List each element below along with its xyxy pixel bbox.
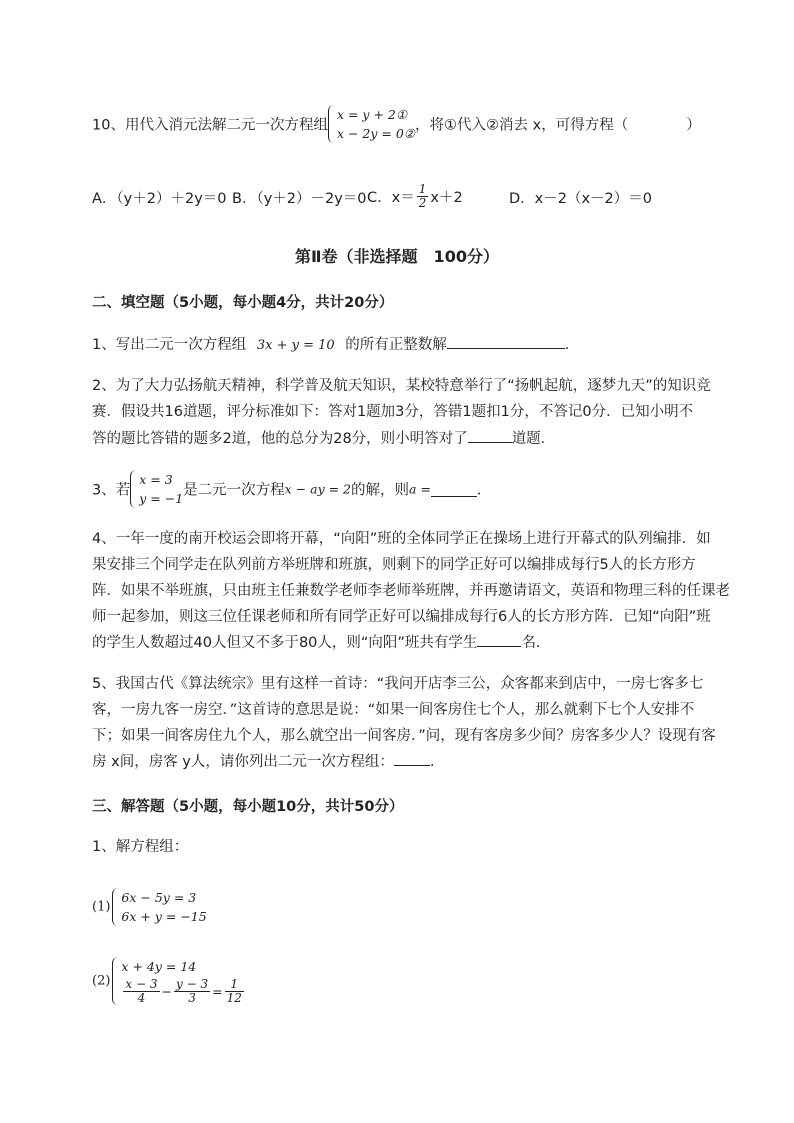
option-c-prefix: C．x＝ [367, 190, 415, 206]
solve-part-2 [92, 957, 246, 1005]
q5-line2: 客，一房九客一房空．”这首诗的意思是说：“如果一间客房住七个人，那么就剩下七个人安排不 [92, 702, 695, 718]
fraction [174, 978, 210, 1005]
part2-title: 第Ⅱ卷（非选择题 100分） [295, 247, 499, 266]
solve-question-1-label: 1、解方程组： [92, 839, 189, 855]
q10-suffix: ，将①代入②消去 x，可得方程（ ） [415, 117, 701, 134]
q1-prefix: 1、写出二元一次方程组 [92, 337, 247, 353]
answer-blank [468, 427, 512, 443]
q4-line1: 4、一年一度的南开校运会即将开幕，“向阳”班的全体同学正在操场上进行开幕式的队列编排．如 [92, 531, 711, 547]
q4-line4: 师一起参加，则这三位任课老师和所有同学正好可以编排成每行6人的长方形方阵．已知“向阳”班 [92, 609, 711, 625]
q10-option-a: A．（y＋2）＋2y＝0 [92, 191, 227, 207]
part-2-label: (2) [92, 973, 111, 989]
fraction-numerator: y − 3 [176, 977, 209, 991]
fill-question-3 [92, 470, 491, 508]
part-1-equation-system [112, 888, 206, 926]
q10-equation-system [328, 105, 415, 143]
q2-line3-prefix: 答的题比答错的题多2道，他的总分为28分，则小明答对了 [92, 431, 468, 447]
answer-blank [431, 481, 477, 497]
equals-sign: = [212, 984, 223, 999]
fraction [123, 978, 159, 1005]
q2-line1: 2、为了大力弘扬航天精神，科学普及航天知识，某校特意举行了“扬帆起航，逐梦九天”的知识竞 [92, 378, 711, 394]
q5-line4-prefix: 房 x间，房客 y人，请你列出二元一次方程组： [92, 754, 394, 770]
q3-prefix: 3、若 [92, 482, 131, 499]
q10-eq2: x − 2y = 0② [336, 126, 416, 141]
section3-title: 三、解答题（5小题，每小题10分，共计50分） [92, 799, 404, 815]
q5-line3: 下；如果一间客房住九个人，那么就空出一间客房．”问，现有客房多少间？房客多少人？设现有客 [92, 728, 716, 744]
q1-end: . [564, 337, 570, 353]
fraction [225, 978, 244, 1005]
fraction-numerator: x − 3 [125, 977, 158, 991]
fill-question-4 [92, 526, 730, 656]
part-1-label: (1) [92, 899, 111, 915]
fill-question-1 [92, 332, 569, 359]
option-c-fraction [417, 183, 429, 210]
fraction-denominator: 4 [137, 991, 146, 1005]
part-1-eq1: 6x − 5y = 3 [121, 890, 197, 905]
fill-question-2 [92, 373, 711, 452]
brace [328, 105, 336, 143]
q3-middle2: 的解，则 [351, 482, 410, 499]
q1-equation: 3x + y = 10 [256, 338, 335, 353]
q10-prefix: 10、用代入消元法解二元一次方程组 [92, 117, 328, 134]
fraction-denominator: 2 [418, 196, 427, 210]
q10-option-d: D．x－2（x－2）＝0 [509, 191, 653, 207]
answer-blank [477, 631, 521, 647]
question-10 [92, 105, 701, 143]
q3-variable: a = [409, 481, 431, 497]
minus-sign: − [161, 984, 172, 999]
brace [130, 470, 138, 508]
answer-blank [447, 333, 565, 349]
part-2-eq2 [121, 978, 245, 1005]
fraction-numerator: 1 [225, 978, 244, 992]
part-1-eq2: 6x + y = −15 [121, 909, 207, 924]
q1-suffix: 的所有正整数解 [345, 337, 447, 353]
solve-part-1 [92, 888, 207, 926]
brace [112, 888, 120, 926]
q3-equation: x − ay = 2 [284, 481, 352, 497]
q5-line4-suffix: . [429, 754, 435, 770]
q4-line3: 阵．如果不举班旗，只由班主任兼数学老师李老师举班牌，并再邀请语文，英语和物理三科的任课老 [92, 583, 730, 599]
q4-line2: 果安排三个同学走在队列前方举班牌和班旗，则剩下的同学正好可以编排成每行5人的长方形方 [92, 557, 696, 573]
q2-line2: 赛．假设共16道题，评分标准如下：答对1题加3分，答错1题扣1分，不答记0分．已知小明不 [92, 404, 694, 420]
q2-line3-suffix: 道题． [511, 431, 556, 447]
q4-line5-prefix: 的学生人数超过40人但又不多于80人，则“向阳”班共有学生 [92, 635, 478, 651]
fill-question-5 [92, 671, 716, 775]
section2-title: 二、填空题（5小题，每小题4分，共计20分） [92, 295, 394, 311]
brace [112, 957, 120, 1005]
q10-option-c [367, 183, 463, 210]
q5-line1: 5、我国古代《算法统宗》里有这样一首诗：“我问开店李三公，众客都来到店中，一房七客多七 [92, 676, 704, 692]
q3-equation-system [130, 470, 183, 508]
q3-eq1: x = 3 [139, 472, 173, 487]
q3-end: ． [476, 482, 492, 499]
q4-line5-suffix: 名． [521, 635, 551, 651]
part-2-eq1: x + 4y = 14 [121, 959, 197, 974]
q10-eq1: x = y + 2① [336, 107, 408, 122]
fraction-numerator: 1 [418, 182, 427, 196]
q10-option-b: B．（y＋2）－2y＝0 [232, 191, 367, 207]
option-c-suffix: x＋2 [430, 190, 463, 206]
fraction-denominator: 3 [188, 991, 196, 1005]
answer-blank [394, 750, 430, 766]
q3-middle: 是二元一次方程 [183, 482, 285, 499]
part-2-equation-system [112, 957, 245, 1005]
fraction-denominator: 12 [226, 991, 242, 1005]
q3-eq2: y = −1 [139, 491, 184, 506]
